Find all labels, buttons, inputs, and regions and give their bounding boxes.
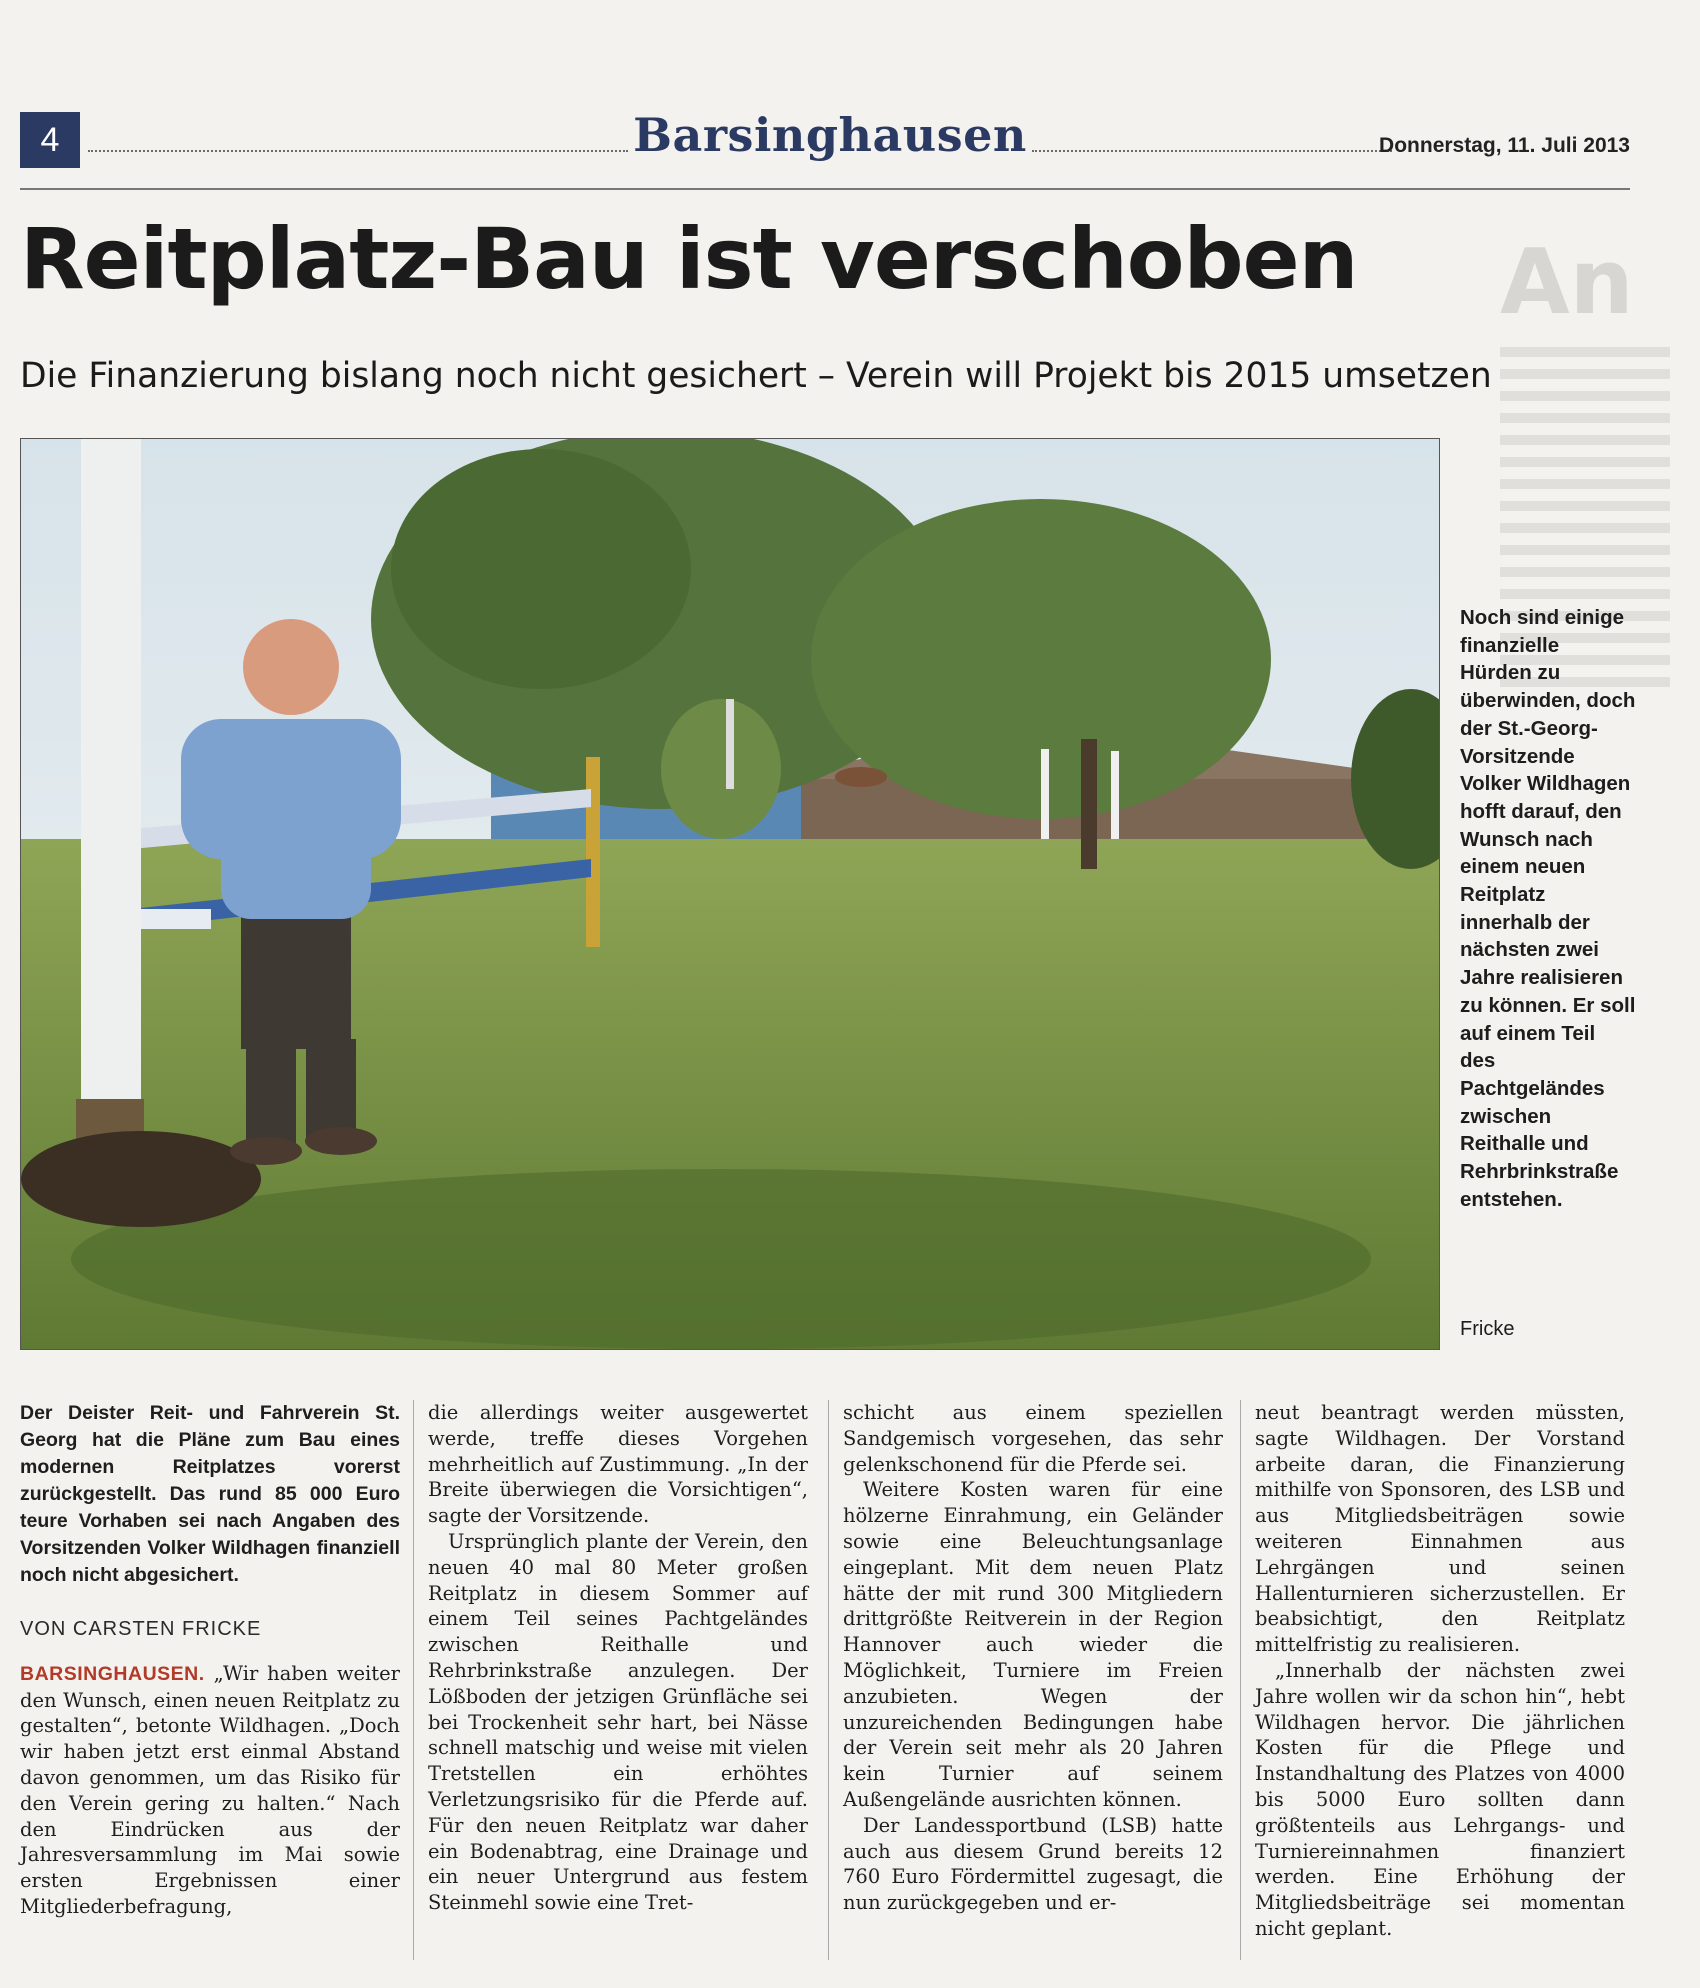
article-lead: Der Deister Reit- und Fahrverein St. Georg hat die Pläne zum Bau eines modernen Reitplatzes vorerst zurückgestellt. Das rund 85 000 Euro teure Vorhaben sei nach Angaben des Vorsitzenden Volker Wildhagen finanziell noch nicht abgesichert. (20, 1402, 400, 1586)
issue-date: Donnerstag, 11. Juli 2013 (1379, 134, 1630, 157)
header-rule-left (88, 150, 628, 152)
photo-credit: Fricke (1460, 1318, 1515, 1340)
article-paragraph: Der Landessportbund (LSB) hatte auch aus diesem Grund bereits 12 760 Euro Fördermittel zugesagt, die nun zurückgegeben und er- (843, 1813, 1223, 1915)
column-rule (413, 1400, 414, 1960)
article-paragraph: schicht aus einem speziellen Sandgemisch vorgesehen, das sehr gelenkschonend für die Pferde sei. (843, 1401, 1223, 1476)
top-rule (20, 188, 1630, 190)
article-photo (20, 438, 1440, 1350)
byline: VON CARSTEN FRICKE (20, 1618, 262, 1640)
article-paragraph: Ursprünglich plante der Verein, den neuen 40 mal 80 Meter großen Reitplatz in diesem Sommer auf einem Teil seines Pachtgeländes zwischen Reithalle und Rehrbrinkstraße anzulegen. Der Lößboden der jetzigen Grünfläche sei bei Trockenheit sehr hart, bei Nässe schnell matschig und weise mit vielen Tretstellen ein erhöhtes Verletzungsrisiko für die Pferde auf. Für den neuen Reitplatz war daher ein Bodenabtrag, eine Drainage und ein neuer Untergrund aus festem Steinmehl sowie eine Tret- (428, 1529, 808, 1915)
headline: Reitplatz-Bau ist verschoben (20, 210, 1358, 308)
article-paragraph (20, 1661, 400, 1920)
section-title: Barsinghausen (633, 108, 1027, 162)
dateline: BARSINGHAUSEN. (20, 1662, 205, 1685)
article-text: „Wir haben weiter den Wunsch, einen neuen Reitplatz zu gestalten“, betonte Wildhagen. „Doch wir haben jetzt erst einmal Abstand davon genommen, um das Risiko für den Verein gering zu halten.“ Nach den Eindrücken aus der Jahresversammlung im Mai sowie ersten Ergebnissen einer Mitgliederbefragung, (20, 1661, 400, 1918)
article-paragraph: Weitere Kosten waren für eine hölzerne Einrahmung, ein Geländer sowie eine Beleuchtungsanlage eingeplant. Mit dem neuen Platz hätte der mit rund 300 Mitgliedern drittgrößte Reitverein in der Region Hannover auch wieder die Möglichkeit, Turniere im Freien anzubieten. Wegen der unzureichenden Bedingungen habe der Verein seit mehr als 20 Jahren kein Turnier auf seinem Außengelände ausrichten können. (843, 1478, 1223, 1811)
article-column-2 (428, 1400, 808, 1916)
article-column-3 (843, 1400, 1223, 1916)
header-rule-right (1032, 150, 1392, 152)
article-column-1 (20, 1400, 400, 1920)
page-number: 4 (20, 112, 80, 168)
column-rule (1240, 1400, 1241, 1960)
article-column-4 (1255, 1400, 1625, 1942)
article-paragraph: „Innerhalb der nächsten zwei Jahre wollen wir da schon hin“, hebt Wildhagen hervor. Die jährlichen Kosten für die Pflege und Instandhaltung des Platzes von 4000 bis 5000 Euro sollten dann größtenteils aus Lehrgangs- und Turniereinnahmen finanziert werden. Eine Erhöhung der Mitgliedsbeiträge sei momentan nicht geplant. (1255, 1658, 1625, 1940)
article-paragraph: neut beantragt werden müssten, sagte Wildhagen. Der Vorstand arbeite daran, die Finanzierung mithilfe von Sponsoren, des LSB und aus Mitgliedsbeiträgen sowie weiteren Einnahmen aus Lehrgängen und seinen Hallenturnieren sicherzustellen. Er beabsichtigt, den Reitplatz mittelfristig zu realisieren. (1255, 1401, 1625, 1657)
bleed-through-text: An (1500, 210, 1690, 1610)
column-rule (828, 1400, 829, 1960)
photo-caption: Noch sind einige finanzielle Hürden zu überwinden, doch der St.-Georg-Vorsitzende Volker Wildhagen hofft darauf, den Wunsch nach einem neuen Reitplatz innerhalb der nächsten zwei Jahre realisieren zu können. Er soll auf einem Teil des Pachtgeländes zwischen Reithalle und Rehrbrinkstraße entstehen. (1460, 606, 1636, 1211)
article-paragraph: die allerdings weiter ausgewertet werde, treffe dieses Vorgehen mehrheitlich auf Zustimmung. „In der Breite überwiegen die Vorsichtigen“, sagte der Vorsitzende. (428, 1401, 808, 1528)
subheadline: Die Finanzierung bislang noch nicht gesichert – Verein will Projekt bis 2015 umsetzen (20, 356, 1492, 396)
